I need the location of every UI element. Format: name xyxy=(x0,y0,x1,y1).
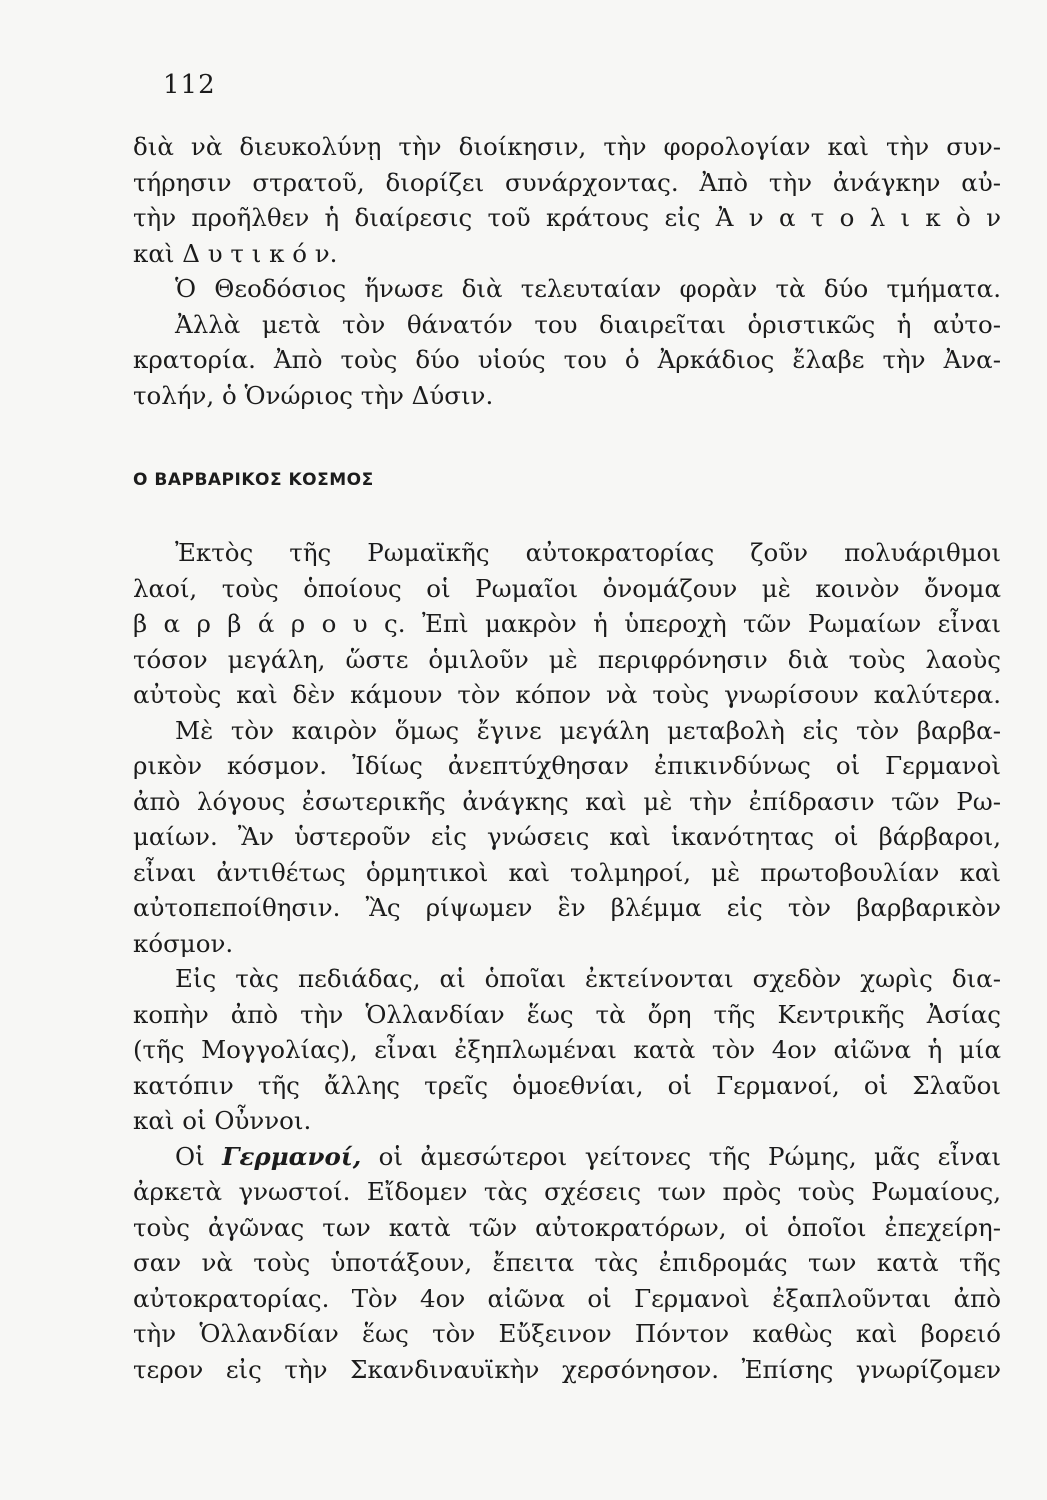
text-line: ἀρκετὰ γνωστοί. Εἴδομεν τὰς σχέσεις των πρὸς τοὺς Ρωμαίους, xyxy=(133,1177,1001,1206)
text-line: αὐτοὺς καὶ δὲν κάμουν τὸν κόπον νὰ τοὺς γνωρίσουν καλύτερα. xyxy=(133,680,1001,709)
text-line: κρατορία. Ἀπὸ τοὺς δύο υἱούς του ὁ Ἀρκάδιος ἔλαβε τὴν Ἀνα- xyxy=(133,345,1001,374)
text-line: τὴν Ὁλλανδίαν ἕως τὸν Εὔξεινον Πόντον καθὼς καὶ βορειό xyxy=(133,1319,1001,1348)
text-line: αὐτοκρατορίας. Τὸν 4ον αἰῶνα οἱ Γερμανοὶ ἐξαπλοῦνται ἀπὸ xyxy=(133,1283,1001,1313)
top-paragraphs xyxy=(133,129,1001,413)
text-line: κατόπιν τῆς ἄλλης τρεῖς ὁμοεθνίαι, οἱ Γερμανοί, οἱ Σλαῦοι xyxy=(133,1070,1001,1100)
text-line: τόσον μεγάλη, ὥστε ὁμιλοῦν μὲ περιφρόνησιν διὰ τοὺς λαοὺς xyxy=(133,644,1001,674)
text-line: τοὺς ἀγῶνας των κατὰ τῶν αὐτοκρατόρων, οἱ ὁποῖοι ἐπεχείρη- xyxy=(133,1212,1001,1242)
text-line: καὶ οἱ Οὖννοι. xyxy=(133,1106,312,1135)
term-germans: Γερμανοί, xyxy=(222,1141,362,1171)
text-line: (τῆς Μογγολίας), εἶναι ἐξηπλωμέναι κατὰ τὸν 4ον αἰῶνα ἡ μία xyxy=(133,1035,1001,1064)
text-line: σαν νὰ τοὺς ὑποτάξουν, ἔπειτα τὰς ἐπιδρομάς των κατὰ τῆς xyxy=(133,1248,1001,1277)
text-line: τήρησιν στρατοῦ, διορίζει συνάρχοντας. Ἀπὸ τὴν ἀνάγκην αὐ- xyxy=(133,167,1001,197)
text-line: Ἀλλὰ μετὰ τὸν θάνατόν του διαιρεῖται ὁριστικῶς ἡ αὐτο- xyxy=(175,309,1001,339)
text-line: ρικὸν κόσμον. Ἰδίως ἀνεπτύχθησαν ἐπικινδύνως οἱ Γερμανοὶ xyxy=(133,751,1001,780)
text-line: τερον εἰς τὴν Σκανδιναυϊκὴν χερσόνησον. Ἐπίσης γνωρίζομεν xyxy=(133,1354,1001,1384)
text-line: Ἐκτὸς τῆς Ρωμαϊκῆς αὐτοκρατορίας ζοῦν πολυάριθμοι xyxy=(175,538,1001,567)
paragraph-intro: Οἱ xyxy=(175,1141,205,1171)
text-line: Ὁ Θεοδόσιος ἥνωσε διὰ τελευταίαν φορὰν τὰ δύο τμήματα. xyxy=(175,274,1001,303)
text-line: Εἰς τὰς πεδιάδας, αἱ ὁποῖαι ἐκτείνονται σχεδὸν χωρὶς δια- xyxy=(175,964,1001,993)
text-line: λαοί, τοὺς ὁποίους οἱ Ρωμαῖοι ὀνομάζουν μὲ κοινὸν ὄνομα xyxy=(133,573,1001,603)
text-line: τὴν προῆλθεν ἡ διαίρεσις τοῦ κράτους εἰς Ἀ ν α τ ο λ ι κ ὸ ν xyxy=(133,203,1001,232)
text-line: καὶ Δ υ τ ι κ ό ν. xyxy=(133,238,338,268)
text-line: μαίων. Ἂν ὑστεροῦν εἰς γνώσεις καὶ ἱκανότητας οἱ βάρβαροι, xyxy=(133,822,1001,851)
text-line: κοπὴν ἀπὸ τὴν Ὁλλανδίαν ἕως τὰ ὄρη τῆς Κεντρικῆς Ἀσίας xyxy=(133,999,1001,1029)
page-number: 112 xyxy=(163,70,216,100)
text-line-germans xyxy=(133,1139,1001,1175)
text-line: εἶναι ἀντιθέτως ὁρμητικοὶ καὶ τολμηροί, μὲ πρωτοβουλίαν καὶ xyxy=(133,857,1001,887)
text-line: κόσμον. xyxy=(133,928,234,958)
section-heading: Ο ΒΑΡΒΑΡΙΚΟΣ ΚΟΣΜΟΣ xyxy=(133,470,374,490)
text-line: αὐτοπεποίθησιν. Ἂς ρίψωμεν ἓν βλέμμα εἰς τὸν βαρβαρικὸν xyxy=(133,893,1001,922)
text-line: τολήν, ὁ Ὁνώριος τὴν Δύσιν. xyxy=(133,380,494,410)
paragraph-rest: οἱ ἀμεσώτεροι γείτονες τῆς Ρώμης, μᾶς εἶναι xyxy=(378,1141,1001,1171)
text-line: διὰ νὰ διευκολύνῃ τὴν διοίκησιν, τὴν φορολογίαν καὶ τὴν συν- xyxy=(133,132,1001,161)
text-line: Μὲ τὸν καιρὸν ὅμως ἔγινε μεγάλη μεταβολὴ εἰς τὸν βαρβα- xyxy=(175,715,1001,745)
section-paragraphs xyxy=(133,535,1001,1387)
text-line: β α ρ β ά ρ ο υ ς. Ἐπὶ μακρὸν ἡ ὑπεροχὴ τῶν Ρωμαίων εἶναι xyxy=(133,609,1001,638)
text-line: ἀπὸ λόγους ἐσωτερικῆς ἀνάγκης καὶ μὲ τὴν ἐπίδρασιν τῶν Ρω- xyxy=(133,786,1001,816)
